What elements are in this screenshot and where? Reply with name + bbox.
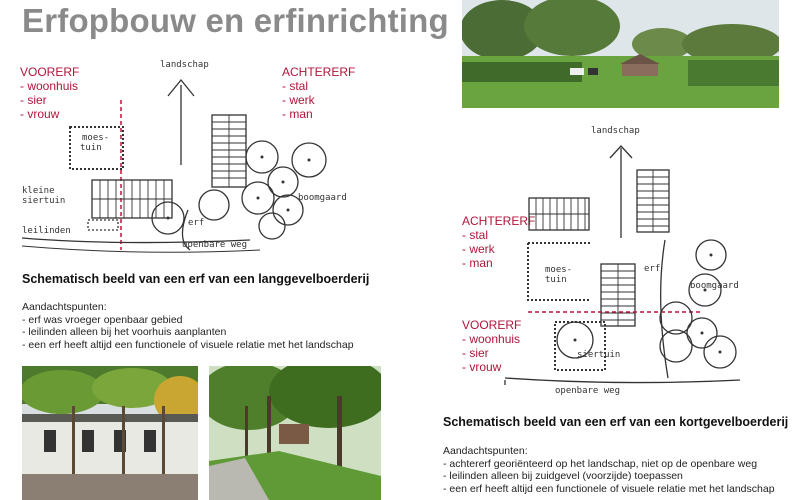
voorerf-item: - vrouw xyxy=(20,107,60,121)
achtererf-item: - werk xyxy=(462,242,495,256)
achtererf-item: - werk xyxy=(282,93,315,107)
label-openbare-weg-right: openbare weg xyxy=(555,386,621,396)
voorerf-heading: VOORERF xyxy=(20,65,80,79)
label-moestuin-1: moes- xyxy=(545,265,573,275)
notes-heading: Aandachtspunten: xyxy=(22,301,107,313)
voorerf-item: - woonhuis xyxy=(462,332,521,346)
label-erf: erf xyxy=(188,218,205,228)
voorerf-item: - vrouw xyxy=(462,360,502,374)
label-moestuin-1: moes- xyxy=(82,133,110,143)
voorerf-legend-right xyxy=(462,318,521,374)
notes-heading: Aandachtspunten: xyxy=(443,445,528,457)
label-siertuin: siertuin xyxy=(22,196,66,206)
note-item: - een erf heeft altijd een functionele of visuele relatie met het landschap xyxy=(443,482,775,495)
note-item: - achtererf georiënteerd op het landschap, niet op de openbare weg xyxy=(443,457,758,470)
note-item: - leilinden alleen bij het voorhuis aanplanten xyxy=(22,326,227,338)
label-landschap: landschap xyxy=(160,60,209,70)
label-siertuin-right: siertuin xyxy=(577,350,621,360)
road-line xyxy=(505,378,740,383)
tree xyxy=(660,330,692,362)
achtererf-heading: ACHTERERF xyxy=(282,65,356,79)
voorerf-item: - woonhuis xyxy=(20,79,79,93)
caption-kortgevel: Schematisch beeld van een erf van een kortgevelboerderij xyxy=(443,415,789,429)
achtererf-item: - man xyxy=(462,256,493,270)
label-openbare-weg: openbare weg xyxy=(182,240,248,250)
label-boomgaard-right: boomgaard xyxy=(690,281,739,291)
note-item: - leilinden alleen bij zuidgevel (voorzijde) toepassen xyxy=(443,470,683,482)
note-item: - erf was vroeger openbaar gebied xyxy=(22,313,183,326)
voorerf-item: - sier xyxy=(462,346,489,360)
label-moestuin-2: tuin xyxy=(80,143,102,153)
notes-kortgevel xyxy=(443,445,775,495)
achtererf-legend-right xyxy=(462,214,535,270)
achtererf-item: - stal xyxy=(462,228,489,242)
achtererf-heading: ACHTERERF xyxy=(462,214,536,228)
label-landschap-right: landschap xyxy=(591,126,640,136)
achtererf-item: - man xyxy=(282,107,313,121)
label-leilinden: leilinden xyxy=(22,226,71,236)
label-moestuin-right xyxy=(545,265,572,285)
page-title: Erfopbouw en erfinrichting xyxy=(22,2,449,39)
note-item: - een erf heeft altijd een functionele of visuele relatie met het landschap xyxy=(22,338,354,351)
achtererf-item: - stal xyxy=(282,79,309,93)
label-erf-right: erf xyxy=(644,264,661,274)
label-kleine: kleine xyxy=(22,186,55,196)
label-boomgaard: boomgaard xyxy=(298,193,347,203)
caption-langgevel: Schematisch beeld van een erf van een langgevelboerderij xyxy=(22,272,370,286)
voorerf-heading: VOORERF xyxy=(462,318,522,332)
siertuin-box xyxy=(555,322,605,370)
label-moestuin-2: tuin xyxy=(545,275,567,285)
voorerf-item: - sier xyxy=(20,93,47,107)
